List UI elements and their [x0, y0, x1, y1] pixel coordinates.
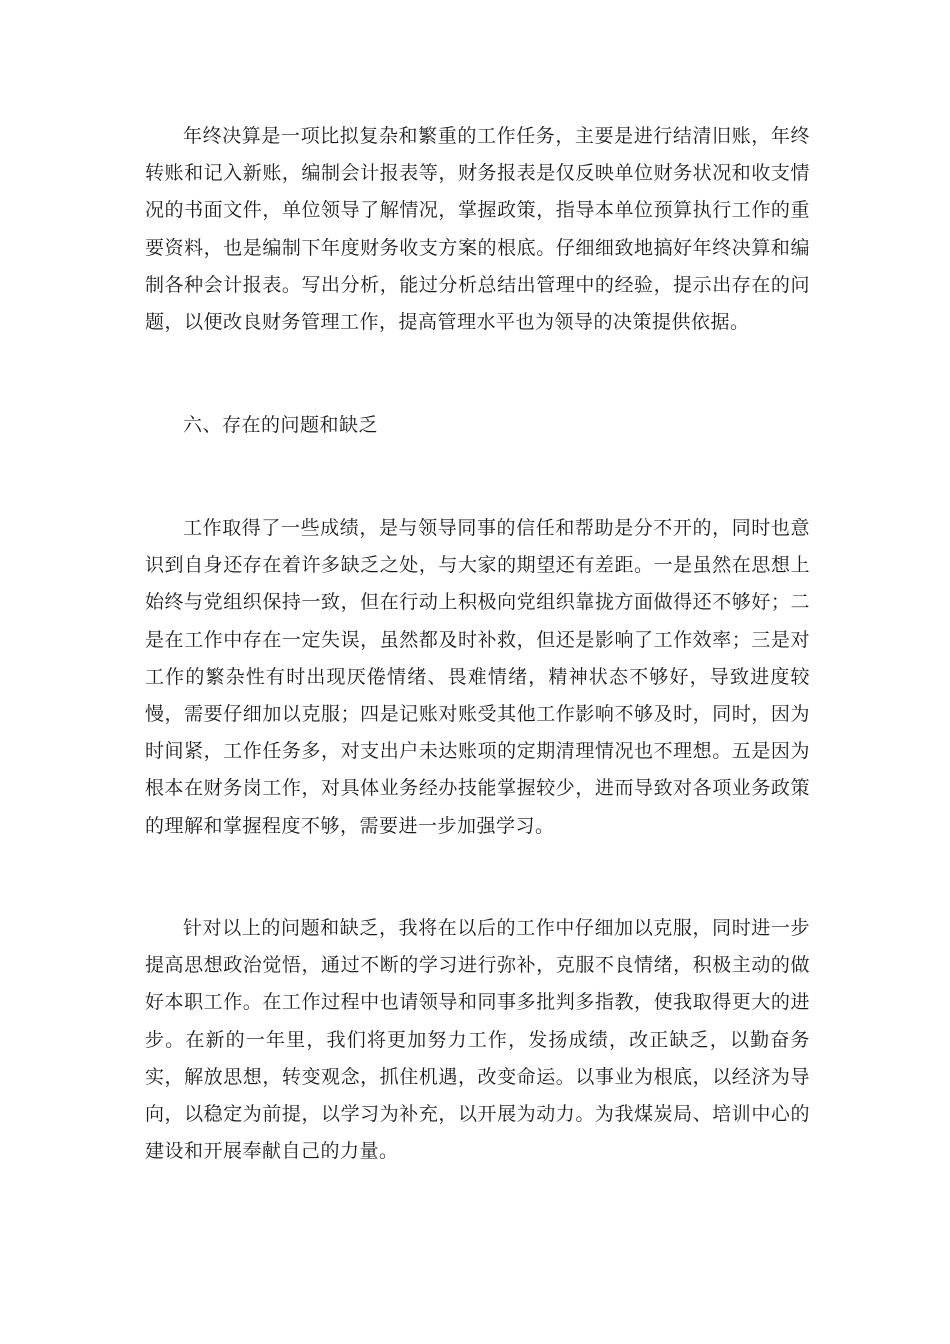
paragraph-year-end-accounts: 年终决算是一项比拟复杂和繁重的工作任务，主要是进行结清旧账，年终转账和记入新账，编制会计报表等，财务报表是仅反映单位财务状况和收支情况的书面文件，单位领导了解情况，掌握政策，指导本单位预算执行工作的重要资料，也是编制下年度财务收支方案的根底。仔细细致地搞好年终决算和编制各种会计报表。写出分析，能过分析总结出管理中的经验，提示出存在的问题，以便改良财务管理工作，提高管理水平也为领导的决策提供依据。: [145, 125, 810, 334]
paragraph-shortcomings: 工作取得了一些成绩，是与领导同事的信任和帮助是分不开的，同时也意识到自身还存在着许多缺乏之处，与大家的期望还有差距。一是虽然在思想上始终与党组织保持一致，但在行动上积极向党组织靠拢方面做得还不够好；二是在工作中存在一定失误，虽然都及时补救，但还是影响了工作效率；三是对工作的繁杂性有时出现厌倦情绪、畏难情绪，精神状态不够好，导致进度较慢，需要仔细加以克服；四是记账对账受其他工作影响不够及时，同时，因为时间紧，工作任务多，对支出户未达账项的定期清理情况也不理想。五是因为根本在财务岗工作，对具体业务经办技能掌握较少，进而导致对各项业务政策的理解和掌握程度不够，需要进一步加强学习。: [145, 517, 810, 837]
section-heading-problems: 六、存在的问题和缺乏: [183, 414, 379, 436]
paragraph-improvement-plan: 针对以上的问题和缺乏，我将在以后的工作中仔细加以克服，同时进一步提高思想政治觉悟，通过不断的学习进行弥补，克服不良情绪，积极主动的做好本职工作。在工作过程中也请领导和同事多批判多指教，使我取得更大的进步。在新的一年里，我们将更加努力工作，发扬成绩，改正缺乏，以勤奋务实，解放思想，转变观念，抓住机遇，改变命运。以事业为根底，以经济为导向，以稳定为前提，以学习为补充，以开展为动力。为我煤炭局、培训中心的建设和开展奉献自己的力量。: [145, 917, 810, 1163]
